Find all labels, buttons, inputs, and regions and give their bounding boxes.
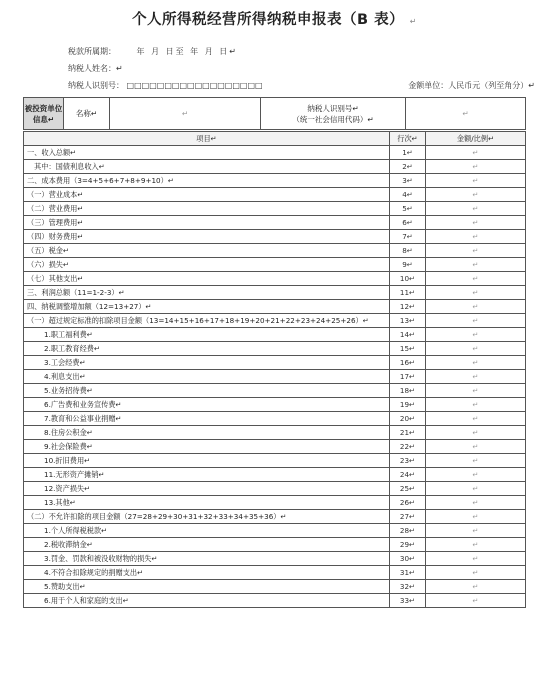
amount-cell[interactable]: ↵ <box>426 552 526 566</box>
amount-cell[interactable]: ↵ <box>426 566 526 580</box>
item-label: 4.利息支出↵ <box>24 370 390 384</box>
table-row <box>24 426 526 440</box>
taxpayer-name-line <box>68 63 123 74</box>
invested-name-value[interactable]: ↵ <box>110 98 261 130</box>
amount-cell[interactable]: ↵ <box>426 314 526 328</box>
amount-cell[interactable]: ↵ <box>426 398 526 412</box>
item-label: （六）损失↵ <box>24 258 390 272</box>
line-number: 9↵ <box>390 258 426 272</box>
column-header-item: 项目↵ <box>24 132 390 146</box>
table-row <box>24 272 526 286</box>
line-number: 26↵ <box>390 496 426 510</box>
table-row <box>24 300 526 314</box>
amount-cell[interactable]: ↵ <box>426 342 526 356</box>
column-header-amount: 金额/比例↵ <box>426 132 526 146</box>
table-row <box>24 398 526 412</box>
invested-unit-label: 被投资单位信息↵ <box>24 98 64 130</box>
amount-cell[interactable]: ↵ <box>426 272 526 286</box>
table-row <box>24 202 526 216</box>
table-row <box>24 510 526 524</box>
tax-period-label: 税款所属期： <box>68 47 116 56</box>
table-row <box>24 314 526 328</box>
item-label: （二）不允许扣除的项目金额（27=28+29+30+31+32+33+34+35+36）↵ <box>24 510 390 524</box>
table-row <box>24 384 526 398</box>
item-label: 11.无形资产摊销↵ <box>24 468 390 482</box>
invested-taxid-label <box>261 98 406 130</box>
line-number: 22↵ <box>390 440 426 454</box>
item-label: （七）其他支出↵ <box>24 272 390 286</box>
amount-cell[interactable]: ↵ <box>426 230 526 244</box>
item-label: 9.社会保险费↵ <box>24 440 390 454</box>
item-label: 3.工会经费↵ <box>24 356 390 370</box>
line-number: 19↵ <box>390 398 426 412</box>
table-row <box>24 230 526 244</box>
line-number: 10↵ <box>390 272 426 286</box>
line-number: 8↵ <box>390 244 426 258</box>
item-label: 1.职工福利费↵ <box>24 328 390 342</box>
table-row <box>24 566 526 580</box>
table-row <box>24 188 526 202</box>
table-row <box>24 538 526 552</box>
amount-unit-note: 金额单位：人民币元（列至角分）↵ <box>408 81 535 90</box>
line-number: 12↵ <box>390 300 426 314</box>
line-number: 21↵ <box>390 426 426 440</box>
table-row <box>24 412 526 426</box>
line-number: 3↵ <box>390 174 426 188</box>
table-row <box>24 552 526 566</box>
amount-cell[interactable]: ↵ <box>426 286 526 300</box>
table-row <box>24 580 526 594</box>
amount-cell[interactable]: ↵ <box>426 174 526 188</box>
item-label: 12.资产损失↵ <box>24 482 390 496</box>
amount-cell[interactable]: ↵ <box>426 216 526 230</box>
amount-cell[interactable]: ↵ <box>426 440 526 454</box>
tax-period-line <box>68 46 238 57</box>
line-number: 6↵ <box>390 216 426 230</box>
table-row <box>24 370 526 384</box>
amount-cell[interactable]: ↵ <box>426 454 526 468</box>
taxpayer-id-line <box>68 80 263 91</box>
amount-cell[interactable]: ↵ <box>426 258 526 272</box>
line-number: 29↵ <box>390 538 426 552</box>
item-label: 6.广告费和业务宣传费↵ <box>24 398 390 412</box>
line-number: 20↵ <box>390 412 426 426</box>
invested-taxid-label-line1: 纳税人识别号↵ <box>307 103 359 113</box>
table-row <box>24 440 526 454</box>
item-label: 三、利润总额（11=1-2-3）↵ <box>24 286 390 300</box>
table-row <box>24 342 526 356</box>
table-row <box>24 524 526 538</box>
item-label: 2.税收滞纳金↵ <box>24 538 390 552</box>
amount-cell[interactable]: ↵ <box>426 202 526 216</box>
amount-cell[interactable]: ↵ <box>426 146 526 160</box>
item-label: （一）超过规定标准的扣除项目金额（13=14+15+16+17+18+19+20+21+22+23+24+25+26）↵ <box>24 314 390 328</box>
amount-cell[interactable]: ↵ <box>426 160 526 174</box>
line-number: 32↵ <box>390 580 426 594</box>
table-row <box>24 454 526 468</box>
amount-cell[interactable]: ↵ <box>426 580 526 594</box>
invested-taxid-value[interactable]: ↵ <box>406 98 526 130</box>
item-label: 4.不符合扣除规定的捐赠支出↵ <box>24 566 390 580</box>
item-label: 6.用于个人和家庭的支出↵ <box>24 594 390 608</box>
amount-cell[interactable]: ↵ <box>426 426 526 440</box>
item-label: （三）管理费用↵ <box>24 216 390 230</box>
table-row <box>24 482 526 496</box>
item-label: 10.折旧费用↵ <box>24 454 390 468</box>
item-label: 7.教育和公益事业捐赠↵ <box>24 412 390 426</box>
line-number: 1↵ <box>390 146 426 160</box>
amount-cell[interactable]: ↵ <box>426 412 526 426</box>
table-row <box>24 594 526 608</box>
item-label: 二、成本费用（3=4+5+6+7+8+9+10）↵ <box>24 174 390 188</box>
table-row <box>24 286 526 300</box>
invested-unit-table <box>23 97 526 130</box>
line-number: 2↵ <box>390 160 426 174</box>
line-number: 18↵ <box>390 384 426 398</box>
invested-name-label: 名称↵ <box>64 98 110 130</box>
amount-cell[interactable]: ↵ <box>426 188 526 202</box>
line-number: 16↵ <box>390 356 426 370</box>
amount-cell[interactable]: ↵ <box>426 482 526 496</box>
item-label: 一、收入总额↵ <box>24 146 390 160</box>
table-row <box>24 356 526 370</box>
form-title-text: 个人所得税经营所得纳税申报表（B 表） <box>132 12 405 28</box>
taxpayer-id-boxes[interactable]: □□□□□□□□□□□□□□□□□□ <box>126 81 263 90</box>
amount-cell[interactable]: ↵ <box>426 384 526 398</box>
line-number: 31↵ <box>390 566 426 580</box>
amount-cell[interactable]: ↵ <box>426 496 526 510</box>
table-row <box>24 146 526 160</box>
line-number: 4↵ <box>390 188 426 202</box>
declaration-table <box>23 131 526 608</box>
table-header-row <box>24 132 526 146</box>
table-row <box>24 468 526 482</box>
item-label: 3.罚金、罚款和被没收财物的损失↵ <box>24 552 390 566</box>
item-label: （二）营业费用↵ <box>24 202 390 216</box>
item-label: 5.赞助支出↵ <box>24 580 390 594</box>
line-number: 14↵ <box>390 328 426 342</box>
line-number: 7↵ <box>390 230 426 244</box>
amount-cell[interactable]: ↵ <box>426 244 526 258</box>
amount-cell[interactable]: ↵ <box>426 370 526 384</box>
tax-period-value[interactable]: 年 月 日至 年 月 日↵ <box>136 47 238 56</box>
amount-cell[interactable]: ↵ <box>426 300 526 314</box>
item-label: 其中：国债利息收入↵ <box>24 160 390 174</box>
table-row <box>24 496 526 510</box>
item-label: 5.业务招待费↵ <box>24 384 390 398</box>
line-number: 23↵ <box>390 454 426 468</box>
line-number: 5↵ <box>390 202 426 216</box>
table-row <box>24 174 526 188</box>
item-label: （四）财务费用↵ <box>24 230 390 244</box>
item-label: 四、纳税调整增加额（12=13+27）↵ <box>24 300 390 314</box>
line-number: 17↵ <box>390 370 426 384</box>
table-row <box>24 244 526 258</box>
table-row <box>24 258 526 272</box>
amount-cell[interactable]: ↵ <box>426 356 526 370</box>
amount-cell[interactable]: ↵ <box>426 468 526 482</box>
invested-taxid-label-line2: （统一社会信用代码）↵ <box>292 114 374 124</box>
line-number: 13↵ <box>390 314 426 328</box>
form-title <box>0 8 549 29</box>
column-header-line: 行次↵ <box>390 132 426 146</box>
line-number: 30↵ <box>390 552 426 566</box>
item-label: 13.其他↵ <box>24 496 390 510</box>
line-number: 27↵ <box>390 510 426 524</box>
line-number: 28↵ <box>390 524 426 538</box>
line-number: 24↵ <box>390 468 426 482</box>
amount-cell[interactable]: ↵ <box>426 524 526 538</box>
title-paragraph-mark: ↵ <box>409 17 417 26</box>
amount-cell[interactable]: ↵ <box>426 328 526 342</box>
amount-cell[interactable]: ↵ <box>426 594 526 608</box>
line-number: 11↵ <box>390 286 426 300</box>
item-label: 2.职工教育经费↵ <box>24 342 390 356</box>
amount-cell[interactable]: ↵ <box>426 510 526 524</box>
amount-cell[interactable]: ↵ <box>426 538 526 552</box>
table-row <box>24 328 526 342</box>
taxpayer-name-label: 纳税人姓名：↵ <box>68 64 123 73</box>
taxpayer-id-label: 纳税人识别号： <box>68 81 124 90</box>
item-label: （一）营业成本↵ <box>24 188 390 202</box>
table-row <box>24 216 526 230</box>
line-number: 15↵ <box>390 342 426 356</box>
line-number: 25↵ <box>390 482 426 496</box>
item-label: 1.个人所得税税款↵ <box>24 524 390 538</box>
item-label: 8.住房公积金↵ <box>24 426 390 440</box>
table-row <box>24 160 526 174</box>
item-label: （五）税金↵ <box>24 244 390 258</box>
line-number: 33↵ <box>390 594 426 608</box>
